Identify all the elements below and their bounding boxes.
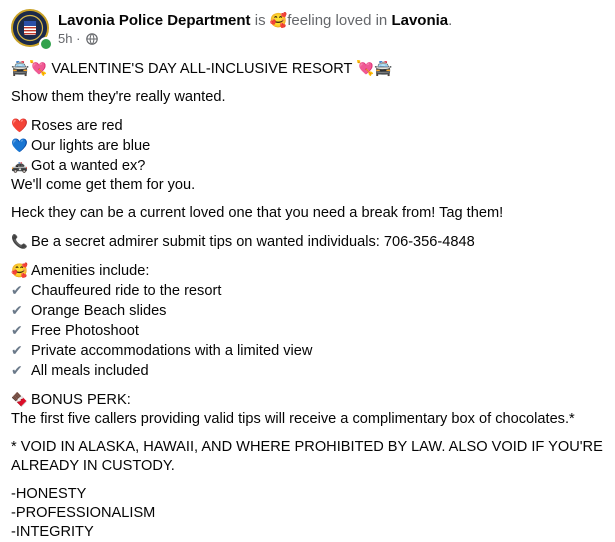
amenity-text: Private accommodations with a limited view (31, 343, 313, 359)
chocolate-bar-icon: 🍫 (11, 392, 28, 407)
poem-line (11, 116, 611, 136)
value-item: -INTEGRITY (11, 524, 94, 540)
blue-heart-icon: 💙 (11, 138, 28, 153)
check-mark-icon: ✔ (11, 302, 23, 318)
amenity-text: Chauffeured ride to the resort (31, 283, 222, 299)
check-mark-icon: ✔ (11, 322, 23, 338)
police-car-icon: 🚓 (11, 158, 28, 173)
is-text: is (254, 12, 266, 29)
police-car-heart-icon: 🚔💘 (11, 61, 48, 77)
amenity-text: Orange Beach slides (31, 303, 167, 319)
disclaimer-line: * VOID IN ALASKA, HAWAII, AND WHERE PROHIBITED BY LAW. ALSO VOID IF YOU'RE (11, 439, 603, 455)
place-link[interactable]: Lavonia (391, 12, 449, 29)
tip-text: Be a secret admirer submit tips on wanted individuals: 706-356-4848 (31, 234, 475, 250)
amenity-item (11, 361, 611, 381)
bonus-heading (11, 390, 611, 410)
bonus-text: The first five callers providing valid tips will receive a complimentary box of chocolates.* (11, 411, 575, 427)
bonus-heading-text: BONUS PERK: (31, 392, 131, 408)
tagline: Show them they're really wanted. (11, 89, 226, 105)
tip-line (11, 232, 611, 252)
phone-icon: 📞 (11, 234, 28, 249)
poem-line-text: Roses are red (31, 118, 123, 134)
post-title (11, 60, 611, 79)
heart-police-car-icon: 💘🚔 (356, 61, 393, 77)
title-text: VALENTINE'S DAY ALL-INCLUSIVE RESORT (51, 61, 353, 77)
poem-line-text: Got a wanted ex? (31, 158, 146, 174)
timestamp-link[interactable]: 5h (58, 31, 73, 46)
globe-icon[interactable] (86, 33, 98, 49)
post-header (11, 9, 611, 51)
amenity-item (11, 341, 611, 361)
header-line (58, 10, 452, 31)
end-punctuation: . (448, 12, 453, 29)
smiling-hearts-icon: 🥰 (11, 263, 28, 278)
poem-line (11, 156, 611, 176)
check-mark-icon: ✔ (11, 282, 23, 298)
smiling-hearts-icon: 🥰 (269, 12, 288, 28)
online-status-dot (39, 37, 53, 51)
amenity-text: All meals included (31, 363, 149, 379)
amenities-heading (11, 261, 611, 281)
value-item: -PROFESSIONALISM (11, 505, 156, 521)
check-mark-icon: ✔ (11, 362, 23, 378)
page-name-link[interactable]: Lavonia Police Department (58, 12, 251, 29)
value-item: -HONESTY (11, 486, 87, 502)
amenity-item (11, 301, 611, 321)
poem-line (11, 136, 611, 156)
poem-line-text: Our lights are blue (31, 138, 151, 154)
poem-line (11, 176, 611, 195)
amenities-heading-text: Amenities include: (31, 263, 150, 279)
feeling-text: feeling loved in (287, 12, 388, 29)
heck-line: Heck they can be a current loved one that you need a break from! Tag them! (11, 205, 504, 221)
check-mark-icon: ✔ (11, 342, 23, 358)
disclaimer-line: ALREADY IN CUSTODY. (11, 458, 175, 474)
post-meta (58, 31, 98, 49)
amenity-item (11, 321, 611, 341)
amenity-item (11, 281, 611, 301)
meta-separator: · (76, 31, 81, 46)
red-heart-icon: ❤️ (11, 118, 28, 133)
amenity-text: Free Photoshoot (31, 323, 139, 339)
post-body (11, 60, 611, 542)
poem-line-text: We'll come get them for you. (11, 177, 196, 193)
